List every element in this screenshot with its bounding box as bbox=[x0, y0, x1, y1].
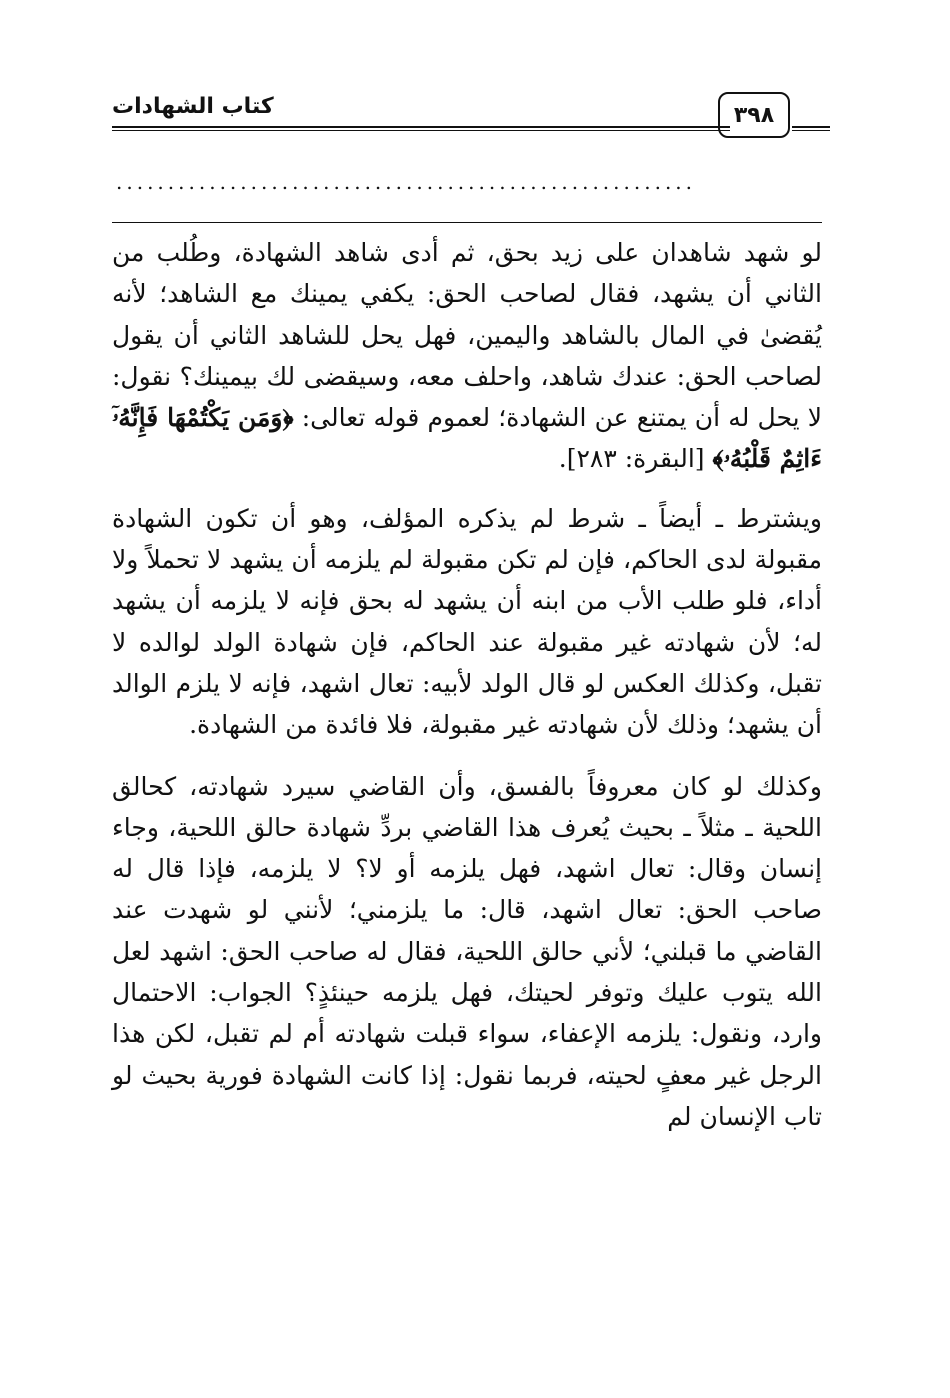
page-body bbox=[112, 232, 822, 1157]
verse-citation: [البقرة: ٢٨٣]. bbox=[558, 444, 713, 474]
chapter-title: كتاب الشهادات bbox=[112, 94, 274, 119]
paragraph-text: لو شهد شاهدان على زيد بحق، ثم أدى شاهد الشهادة، وطُلب من الثاني أن يشهد، فقال لصاحب الحق: يكفي يمينك مع الشاهد؛ لأنه يُقضىٰ في المال بالشاهد واليمين، فهل يحل للشاهد الثاني أن يقول لصاحب الحق: عندك شاهد، واحلف معه، وسيقضى لك بيمينك؟ نقول: لا يحل له أن يمتنع عن الشهادة؛ لعموم قوله تعالى: bbox=[112, 238, 822, 433]
paragraph: ويشترط ـ أيضاً ـ شرط لم يذكره المؤلف، وهو أن تكون الشهادة مقبولة لدى الحاكم، فإن لم تكن مقبولة لم يلزمه أن يشهد لا تحملاً ولا أداء، فلو طلب الأب من ابنه أن يشهد له بحق فإنه لا يلزمه أن يشهد له؛ لأن شهادته غير مقبولة عند الحاكم، فإن شهادة الولد لوالده لا تقبل، وكذلك العكس لو قال الولد لأبيه: تعال اشهد، فإنه لا يلزم الوالد أن يشهد؛ وذلك لأن شهادته غير مقبولة، فلا فائدة من الشهادة. bbox=[112, 503, 822, 740]
paragraph: وكذلك لو كان معروفاً بالفسق، وأن القاضي سيرد شهادته، كحالق اللحية ـ مثلاً ـ بحيث يُعرف هذا القاضي بردِّ شهادة حالق اللحية، وجاء إنسان وقال: تعال اشهد، فهل يلزمه أو لا؟ لا يلزمه، فإذا قال له صاحب الحق: تعال اشهد، قال: ما يلزمني؛ لأنني لو شهدت عند القاضي ما قبلني؛ لأني حالق اللحية، فقال له صاحب الحق: اشهد لعل الله يتوب عليك وتوفر لحيتك، فهل يلزمه حينئذٍ؟ الجواب: الاحتمال وارد، ونقول: يلزمه الإعفاء، سواء قبلت شهادته أم لم تقبل، لكن هذا الرجل غير معفٍ لحيته، فربما نقول: إذا كانت الشهادة فورية بحيث لو تاب الإنسان لم bbox=[112, 771, 822, 1131]
header-rule bbox=[112, 126, 730, 131]
page-header bbox=[112, 88, 830, 144]
page-number-box: ٣٩٨ bbox=[718, 92, 790, 138]
horizontal-rule bbox=[112, 222, 822, 223]
dotted-separator: ........................................................ bbox=[116, 170, 697, 194]
paragraph bbox=[112, 232, 822, 480]
header-rule-right bbox=[792, 126, 830, 131]
quran-verse: ﴿وَمَن يَكْتُمْهَا فَإِنَّهُۥٓ ءَاثِمٌ قَلْبُهُۥ﴾ bbox=[112, 403, 822, 474]
